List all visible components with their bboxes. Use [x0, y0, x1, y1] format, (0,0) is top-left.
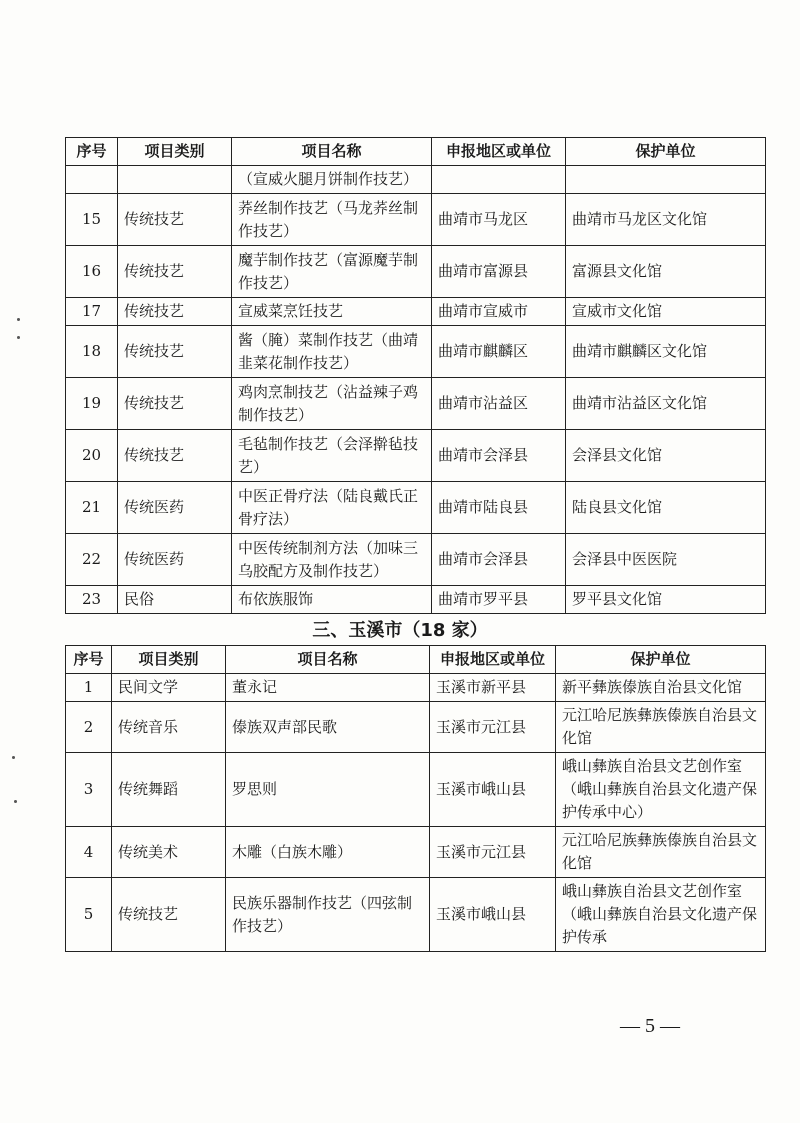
cell-category: 传统技艺	[118, 298, 232, 326]
cell-region: 曲靖市罗平县	[432, 586, 566, 614]
table-row	[66, 702, 766, 753]
cell-no	[66, 166, 118, 194]
cell-category: 传统美术	[112, 827, 226, 878]
cell-name: 民族乐器制作技艺（四弦制作技艺）	[226, 878, 430, 952]
cell-name: 宣威菜烹饪技艺	[232, 298, 432, 326]
cell-region	[432, 166, 566, 194]
table-row	[66, 430, 766, 482]
cell-unit: 峨山彝族自治县文艺创作室（峨山彝族自治县文化遗产保护传承中心）	[556, 753, 766, 827]
cell-unit: 曲靖市麒麟区文化馆	[566, 326, 766, 378]
cell-category: 传统技艺	[118, 326, 232, 378]
cell-unit: 元江哈尼族彝族傣族自治县文化馆	[556, 827, 766, 878]
header-region: 申报地区或单位	[432, 138, 566, 166]
header-unit: 保护单位	[566, 138, 766, 166]
cell-no: 20	[66, 430, 118, 482]
cell-region: 曲靖市会泽县	[432, 534, 566, 586]
cell-name: 毛毡制作技艺（会泽擀毡技艺）	[232, 430, 432, 482]
page-number: — 5 —	[620, 1015, 680, 1037]
header-category: 项目类别	[112, 646, 226, 674]
table-header-row	[66, 138, 766, 166]
cell-unit: 陆良县文化馆	[566, 482, 766, 534]
cell-name: 中医正骨疗法（陆良戴氏正骨疗法）	[232, 482, 432, 534]
cell-unit: 峨山彝族自治县文艺创作室（峨山彝族自治县文化遗产保护传承	[556, 878, 766, 952]
cell-category: 传统技艺	[118, 430, 232, 482]
cell-unit: 新平彝族傣族自治县文化馆	[556, 674, 766, 702]
cell-no: 4	[66, 827, 112, 878]
cell-unit: 富源县文化馆	[566, 246, 766, 298]
header-no: 序号	[66, 138, 118, 166]
table-row	[66, 246, 766, 298]
table-row	[66, 194, 766, 246]
scan-speck	[12, 756, 15, 759]
header-category: 项目类别	[118, 138, 232, 166]
header-name: 项目名称	[226, 646, 430, 674]
cell-category: 传统舞蹈	[112, 753, 226, 827]
header-name: 项目名称	[232, 138, 432, 166]
cell-no: 19	[66, 378, 118, 430]
cell-unit: 罗平县文化馆	[566, 586, 766, 614]
cell-name: 布依族服饰	[232, 586, 432, 614]
cell-name: 董永记	[226, 674, 430, 702]
cell-no: 22	[66, 534, 118, 586]
cell-category: 传统医药	[118, 534, 232, 586]
table-row-continuation	[66, 166, 766, 194]
scan-speck	[17, 336, 20, 339]
cell-name: 魔芋制作技艺（富源魔芋制作技艺）	[232, 246, 432, 298]
scan-speck	[17, 318, 20, 321]
cell-unit: 曲靖市沾益区文化馆	[566, 378, 766, 430]
cell-no: 5	[66, 878, 112, 952]
cell-category: 传统技艺	[118, 194, 232, 246]
cell-no: 18	[66, 326, 118, 378]
cell-name: 傣族双声部民歌	[226, 702, 430, 753]
header-region: 申报地区或单位	[430, 646, 556, 674]
table-header-row	[66, 646, 766, 674]
cell-name: 罗思则	[226, 753, 430, 827]
cell-name: 鸡肉烹制技艺（沾益辣子鸡制作技艺）	[232, 378, 432, 430]
scan-speck	[14, 800, 17, 803]
cell-region: 曲靖市宣威市	[432, 298, 566, 326]
cell-region: 玉溪市元江县	[430, 702, 556, 753]
cell-region: 玉溪市峨山县	[430, 753, 556, 827]
cell-no: 3	[66, 753, 112, 827]
cell-name: 中医传统制剂方法（加味三乌胶配方及制作技艺）	[232, 534, 432, 586]
table-row	[66, 482, 766, 534]
cell-region: 曲靖市会泽县	[432, 430, 566, 482]
cell-category: 民间文学	[112, 674, 226, 702]
cell-unit: 元江哈尼族彝族傣族自治县文化馆	[556, 702, 766, 753]
cell-category: 民俗	[118, 586, 232, 614]
cell-category: 传统技艺	[118, 378, 232, 430]
cell-region: 曲靖市陆良县	[432, 482, 566, 534]
table-row	[66, 753, 766, 827]
cell-unit: 会泽县中医医院	[566, 534, 766, 586]
cell-no: 23	[66, 586, 118, 614]
table-yuxi	[65, 645, 766, 952]
cell-category: 传统技艺	[118, 246, 232, 298]
cell-region: 曲靖市马龙区	[432, 194, 566, 246]
header-unit: 保护单位	[556, 646, 766, 674]
table-row	[66, 326, 766, 378]
table-row	[66, 298, 766, 326]
section-title: 三、玉溪市（18 家）	[312, 620, 488, 641]
cell-name: （宣威火腿月饼制作技艺）	[232, 166, 432, 194]
table-row	[66, 586, 766, 614]
cell-unit: 宣威市文化馆	[566, 298, 766, 326]
header-no: 序号	[66, 646, 112, 674]
table-row	[66, 534, 766, 586]
cell-unit: 会泽县文化馆	[566, 430, 766, 482]
cell-no: 2	[66, 702, 112, 753]
table-row	[66, 827, 766, 878]
cell-no: 17	[66, 298, 118, 326]
cell-unit	[566, 166, 766, 194]
cell-name: 木雕（白族木雕）	[226, 827, 430, 878]
cell-category: 传统技艺	[112, 878, 226, 952]
cell-region: 曲靖市沾益区	[432, 378, 566, 430]
cell-name: 酱（腌）菜制作技艺（曲靖韭菜花制作技艺）	[232, 326, 432, 378]
cell-category: 传统音乐	[112, 702, 226, 753]
cell-region: 玉溪市元江县	[430, 827, 556, 878]
cell-unit: 曲靖市马龙区文化馆	[566, 194, 766, 246]
cell-category: 传统医药	[118, 482, 232, 534]
table-qujing	[65, 137, 766, 614]
cell-category	[118, 166, 232, 194]
table-row	[66, 378, 766, 430]
cell-no: 15	[66, 194, 118, 246]
table-row	[66, 878, 766, 952]
cell-region: 玉溪市峨山县	[430, 878, 556, 952]
cell-no: 1	[66, 674, 112, 702]
cell-no: 16	[66, 246, 118, 298]
table-row	[66, 674, 766, 702]
cell-name: 荞丝制作技艺（马龙荞丝制作技艺）	[232, 194, 432, 246]
cell-region: 曲靖市麒麟区	[432, 326, 566, 378]
cell-region: 曲靖市富源县	[432, 246, 566, 298]
cell-region: 玉溪市新平县	[430, 674, 556, 702]
cell-no: 21	[66, 482, 118, 534]
